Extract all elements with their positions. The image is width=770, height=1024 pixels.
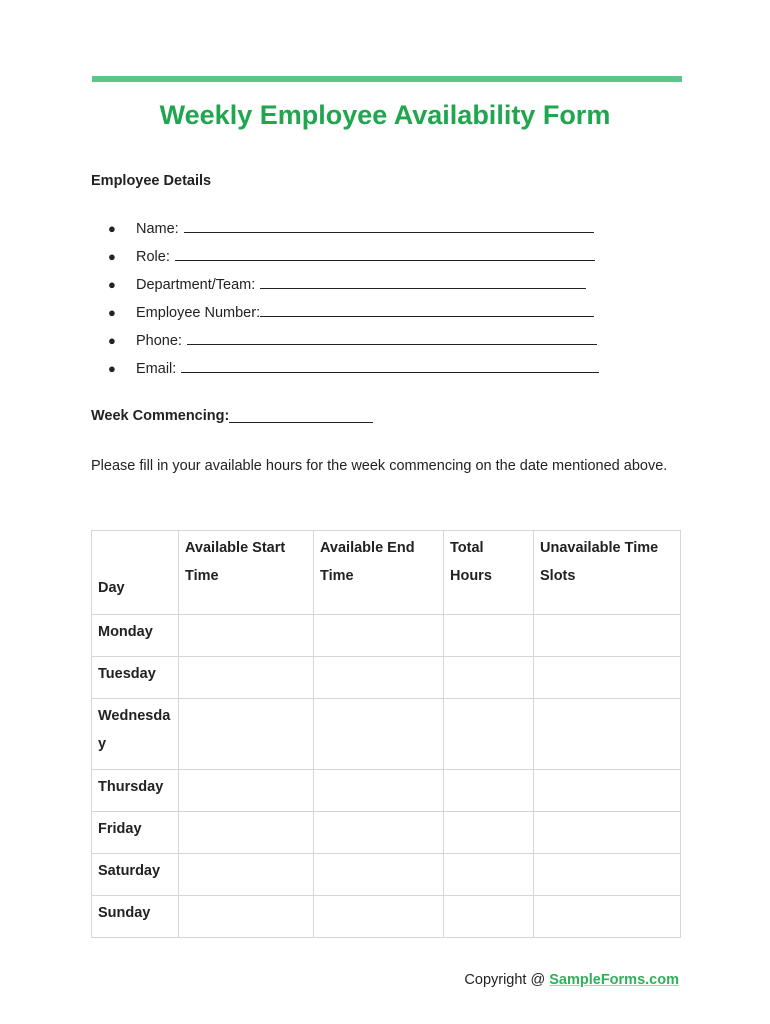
unavailable-slots-cell[interactable] [534, 615, 681, 657]
week-commencing [91, 408, 373, 424]
start-time-cell[interactable] [179, 657, 314, 699]
week-commencing-label: Week Commencing: [91, 408, 230, 424]
phone-field[interactable] [187, 330, 597, 345]
end-time-cell[interactable] [314, 770, 444, 812]
unavailable-slots-cell[interactable] [534, 896, 681, 938]
bullet-icon: ● [108, 249, 116, 264]
employee-number-label: Employee Number: [136, 305, 261, 321]
end-time-cell[interactable] [314, 615, 444, 657]
bullet-icon: ● [108, 361, 116, 376]
employee-number-field[interactable] [260, 302, 594, 317]
unavailable-slots-cell[interactable] [534, 699, 681, 770]
total-hours-cell[interactable] [444, 699, 534, 770]
table-row [92, 812, 681, 854]
bullet-icon: ● [108, 305, 116, 320]
list-item [108, 300, 599, 328]
department-field[interactable] [260, 274, 586, 289]
start-time-cell[interactable] [179, 770, 314, 812]
table-header-row [92, 531, 681, 615]
name-label: Name: [136, 221, 179, 237]
day-cell: Friday [92, 812, 179, 854]
total-hours-cell[interactable] [444, 812, 534, 854]
table-row [92, 896, 681, 938]
bullet-icon: ● [108, 221, 116, 236]
unavailable-slots-cell[interactable] [534, 812, 681, 854]
end-time-cell[interactable] [314, 699, 444, 770]
header-unavailable-slots: Unavailable Time Slots [534, 531, 681, 615]
end-time-cell[interactable] [314, 812, 444, 854]
table-row [92, 854, 681, 896]
employee-details-list [108, 216, 599, 384]
unavailable-slots-cell[interactable] [534, 657, 681, 699]
header-day: Day [92, 531, 179, 615]
department-label: Department/Team: [136, 277, 256, 293]
bullet-icon: ● [108, 333, 116, 348]
table-row [92, 770, 681, 812]
table-row [92, 615, 681, 657]
role-field[interactable] [175, 246, 595, 261]
list-item [108, 356, 599, 384]
header-rule [92, 76, 682, 82]
day-cell: Tuesday [92, 657, 179, 699]
day-cell: Thursday [92, 770, 179, 812]
copyright [464, 972, 679, 988]
start-time-cell[interactable] [179, 699, 314, 770]
start-time-cell[interactable] [179, 854, 314, 896]
brand-link[interactable]: SampleForms.com [549, 972, 679, 988]
list-item [108, 272, 599, 300]
bullet-icon: ● [108, 277, 116, 292]
start-time-cell[interactable] [179, 896, 314, 938]
employee-details-heading: Employee Details [91, 173, 212, 189]
week-commencing-field[interactable] [229, 408, 373, 423]
end-time-cell[interactable] [314, 896, 444, 938]
total-hours-cell[interactable] [444, 770, 534, 812]
list-item [108, 216, 599, 244]
total-hours-cell[interactable] [444, 854, 534, 896]
page-title: Weekly Employee Availability Form [159, 100, 611, 130]
day-cell: Monday [92, 615, 179, 657]
start-time-cell[interactable] [179, 812, 314, 854]
day-cell: Sunday [92, 896, 179, 938]
copyright-text: Copyright @ [464, 972, 550, 988]
list-item [108, 244, 599, 272]
end-time-cell[interactable] [314, 657, 444, 699]
role-label: Role: [136, 249, 170, 265]
table-row [92, 699, 681, 770]
email-label: Email: [136, 361, 177, 377]
end-time-cell[interactable] [314, 854, 444, 896]
table-row [92, 657, 681, 699]
total-hours-cell[interactable] [444, 657, 534, 699]
availability-table [91, 530, 681, 938]
day-cell: Wednesday [92, 699, 179, 770]
total-hours-cell[interactable] [444, 896, 534, 938]
header-end-time: Available End Time [314, 531, 444, 615]
start-time-cell[interactable] [179, 615, 314, 657]
list-item [108, 328, 599, 356]
total-hours-cell[interactable] [444, 615, 534, 657]
phone-label: Phone: [136, 333, 182, 349]
header-start-time: Available Start Time [179, 531, 314, 615]
day-cell: Saturday [92, 854, 179, 896]
unavailable-slots-cell[interactable] [534, 854, 681, 896]
name-field[interactable] [184, 218, 594, 233]
intro-text: Please fill in your available hours for the week commencing on the date mentioned above. [91, 458, 668, 474]
header-total-hours: Total Hours [444, 531, 534, 615]
unavailable-slots-cell[interactable] [534, 770, 681, 812]
email-field[interactable] [181, 358, 599, 373]
